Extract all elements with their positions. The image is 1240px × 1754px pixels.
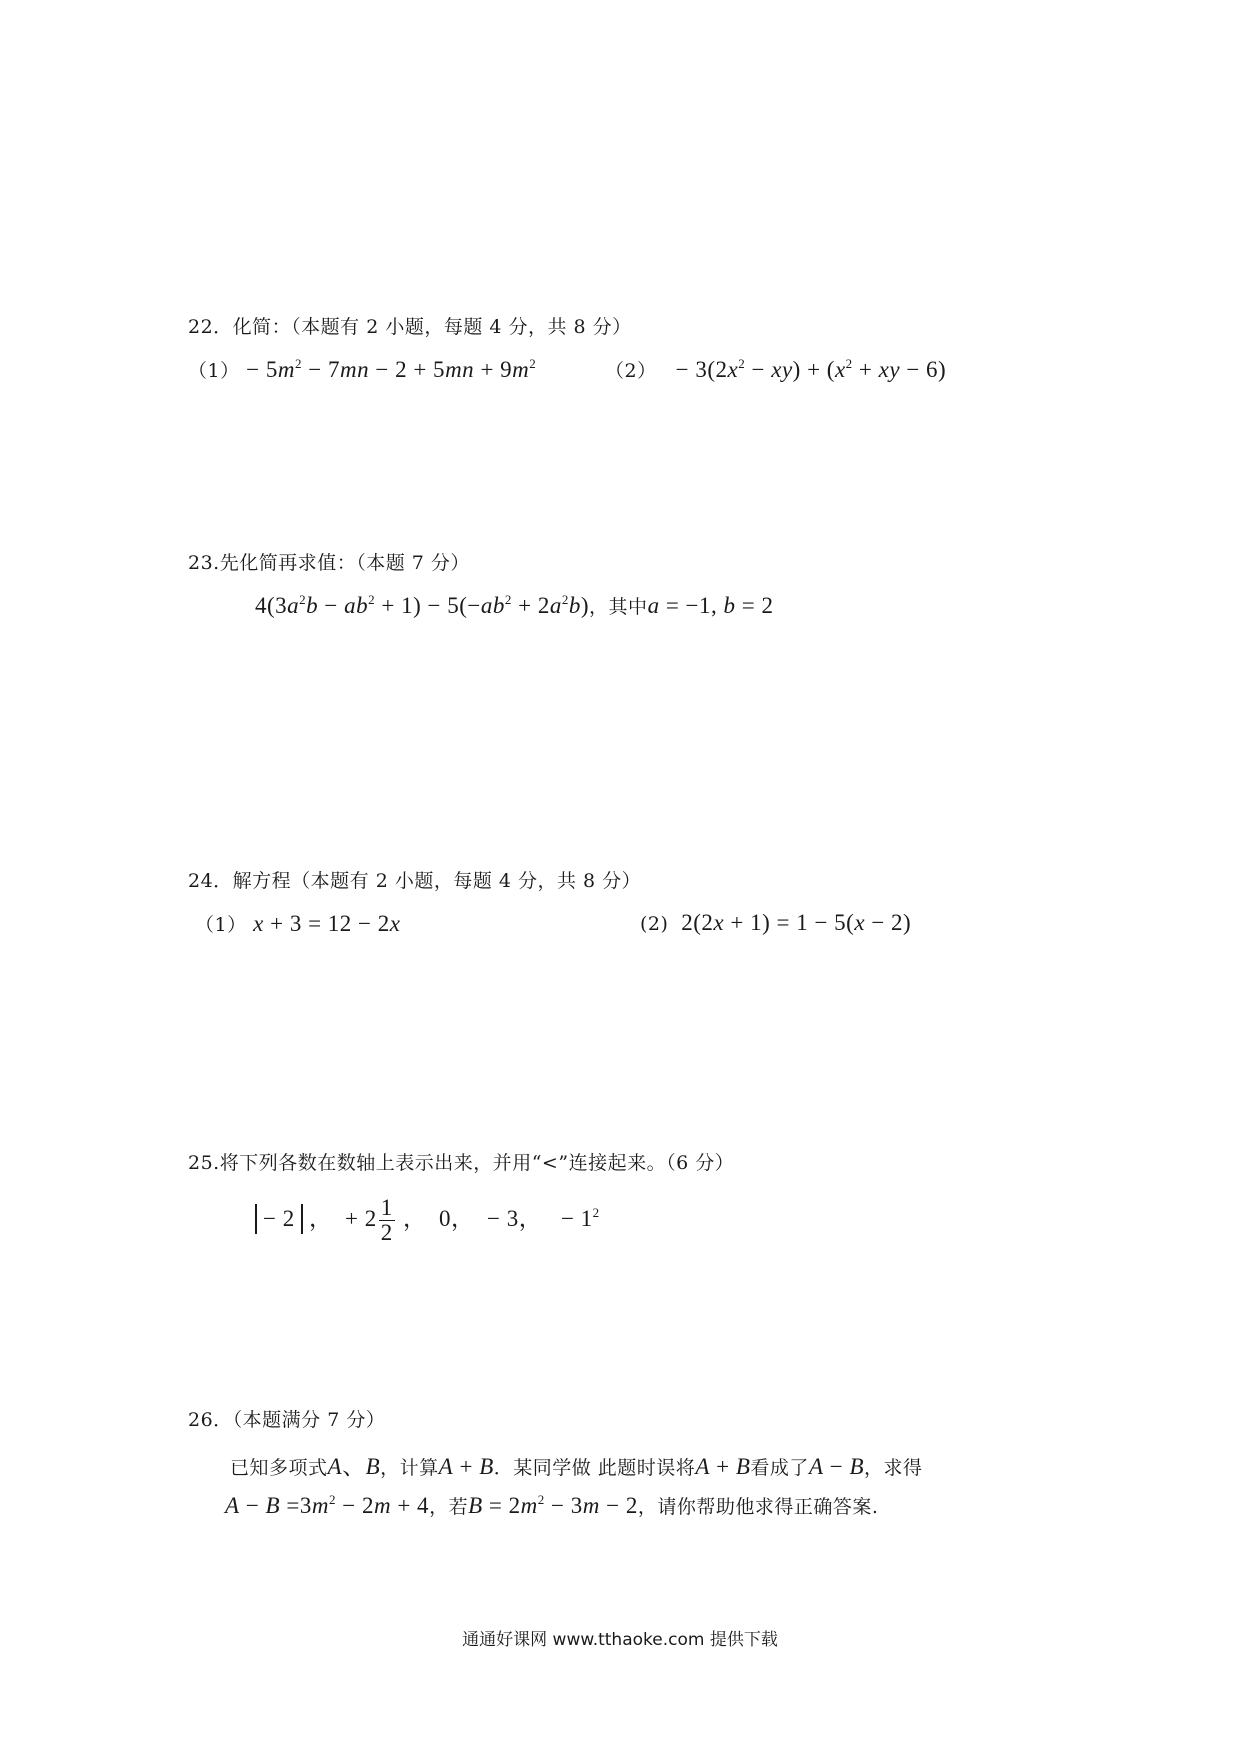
footer-source: 通通好课网 www.tthaoke.com 提供下载 xyxy=(462,1630,778,1650)
q25-title: 25.将下列各数在数轴上表示出来，并用“<”连接起来。（6 分） xyxy=(188,1152,735,1174)
q26-math-ab: A、B xyxy=(327,1454,381,1479)
q24-part2 xyxy=(640,910,911,936)
q26-math-b: $B = 2m^2 - 3m - 2$ xyxy=(468,1492,638,1518)
q26-math-a-minus-b: A − B xyxy=(808,1454,865,1479)
q26-text-7: ，请你帮助他求得正确答案. xyxy=(637,1496,879,1518)
q22-title: 22．化简：（本题有 2 小题，每题 4 分，共 8 分） xyxy=(188,316,632,338)
q22-part2 xyxy=(605,356,946,383)
q22-part1 xyxy=(188,356,536,383)
q23-expression: $4(3a^2b - ab^2 + 1) - 5(-ab^2 + 2a^2b)$ xyxy=(255,592,590,618)
q24-part1 xyxy=(195,910,401,937)
q23-title: 23.先化简再求值：（本题 7 分） xyxy=(188,552,470,574)
q25-numbers: − 2 ， + 2 $\frac{1}{2}$ ， 0， − 3， − $1^2$ xyxy=(255,1206,600,1231)
q23-expression-line xyxy=(255,592,774,619)
q22-part1-expression: − $5m^2 - 7mn - 2 + 5mn + 9m^2$ xyxy=(246,356,537,382)
q24-part1-equation: x + 3 = 12 − 2x xyxy=(253,911,401,936)
q26-text-1: 已知多项式 xyxy=(230,1457,328,1479)
q23-condition-text: ，其中 xyxy=(589,596,648,618)
q22-part2-label: （2） xyxy=(605,360,657,382)
q26-line2 xyxy=(225,1492,878,1519)
q26-math-a-plus-b: A + B xyxy=(438,1454,494,1479)
q26-math-a-plus-b-2: A + B xyxy=(695,1454,751,1479)
q26-text-3: ．某同学做 此题时误将 xyxy=(493,1457,696,1479)
q25-number-list xyxy=(255,1196,600,1245)
q26-text-2: ，计算 xyxy=(380,1457,439,1479)
q23-condition-values: a = −1, b = 2 xyxy=(647,593,774,618)
q26-text-6: ，若 xyxy=(429,1496,469,1518)
q24-part2-equation: 2(2x + 1) = 1 − 5(x − 2) xyxy=(674,910,912,935)
q26-line1 xyxy=(230,1448,923,1481)
q25-abs-value: − 2 xyxy=(255,1204,303,1234)
q26-title: 26．（本题满分 7 分） xyxy=(188,1409,386,1431)
q26-text-5: ，求得 xyxy=(864,1457,923,1479)
q24-part1-label: （1） xyxy=(195,914,247,936)
q25-fraction: $\frac{1}{2}$ xyxy=(380,1195,393,1245)
q26-math-result: $A - B =3m^2 - 2m + 4$ xyxy=(225,1492,430,1518)
q22-part1-label: （1） xyxy=(188,360,240,382)
q24-part2-label: (2) xyxy=(640,913,669,935)
q24-title: 24．解方程（本题有 2 小题，每题 4 分，共 8 分） xyxy=(188,870,642,892)
q22-part2-expression: − $3(2x^2 - xy) + (x^2$ + xy − 6) xyxy=(663,356,947,382)
q26-text-4: 看成了 xyxy=(750,1457,809,1479)
